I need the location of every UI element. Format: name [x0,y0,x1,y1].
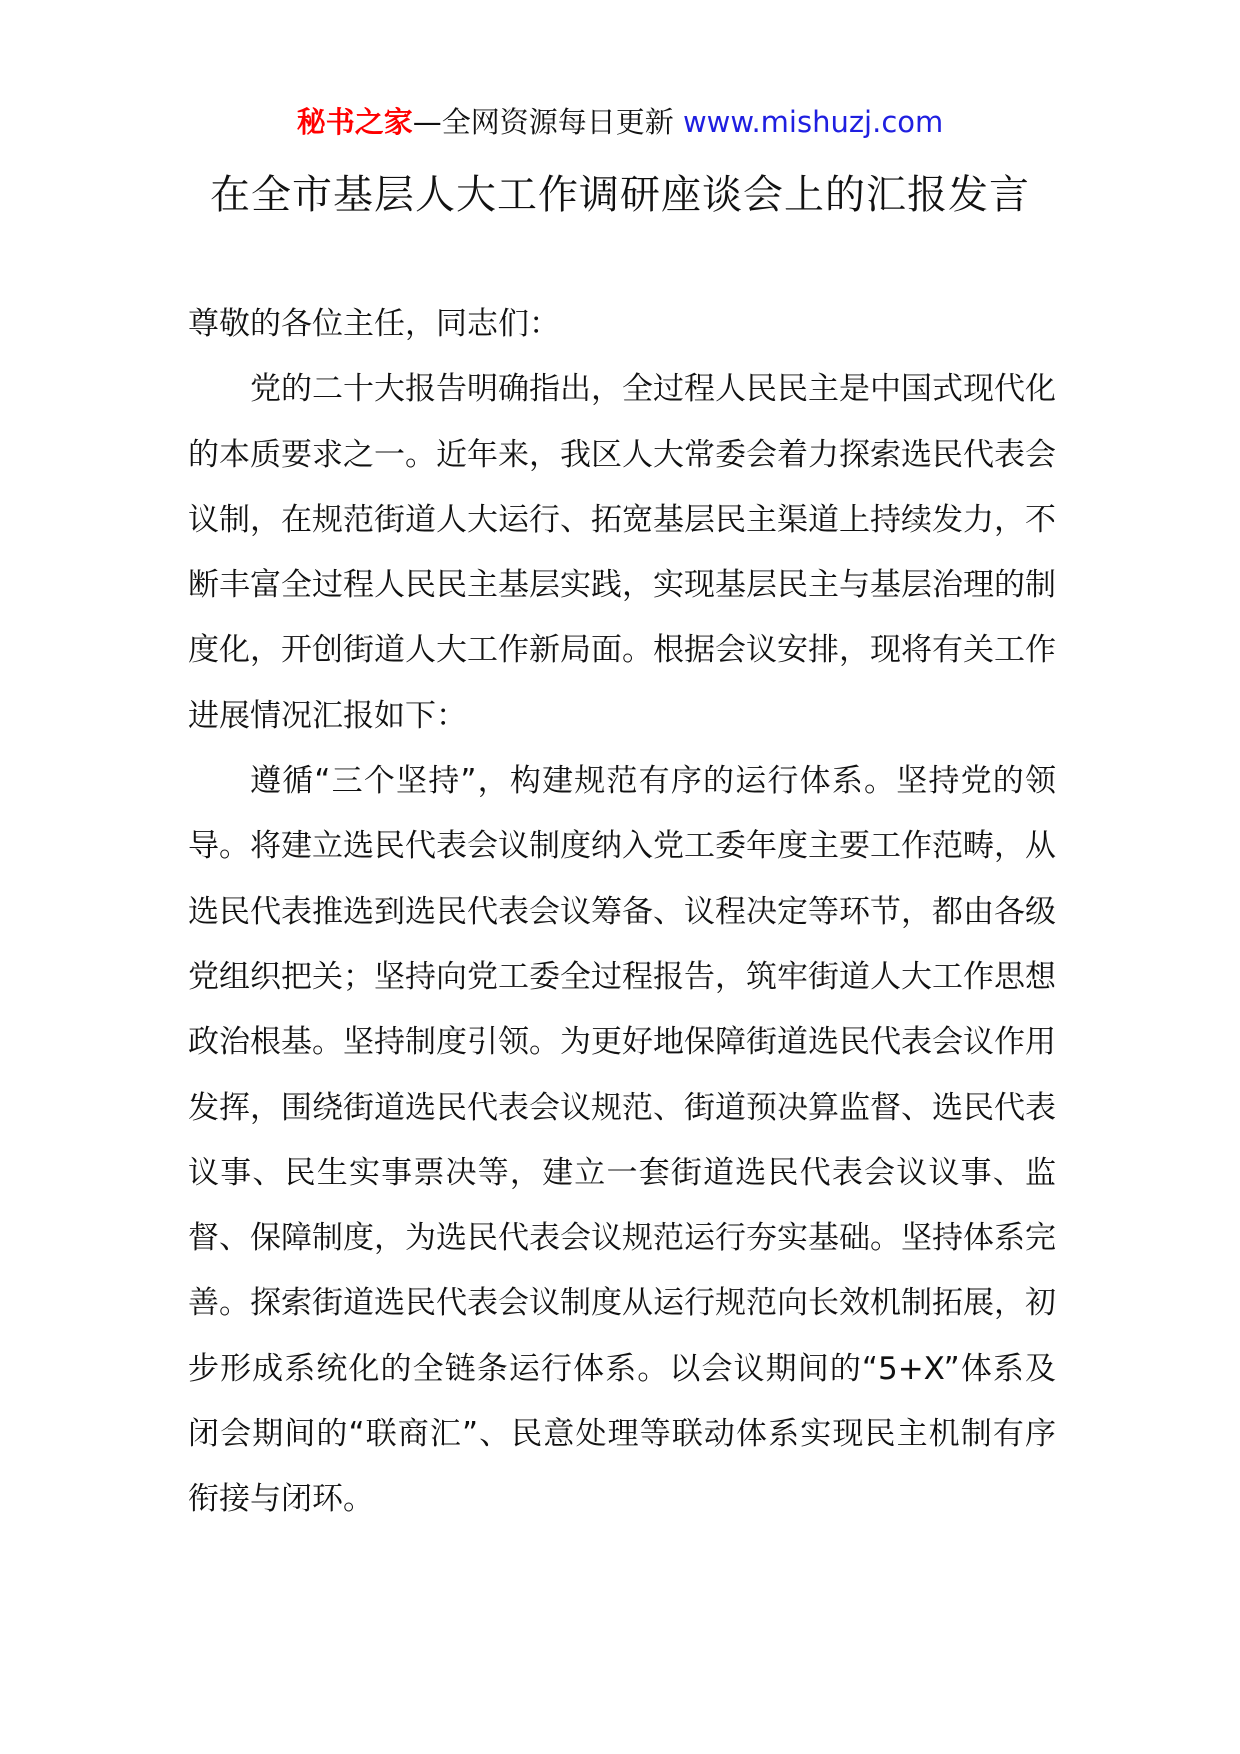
document-title: 在全市基层人大工作调研座谈会上的汇报发言 [210,172,1030,218]
body-paragraph-intro: 党的二十大报告明确指出，全过程人民民主是中国式现代化的本质要求之一。近年来，我区人大常委会着力探索选民代表会议制，在规范街道人大运行、拓宽基层民主渠道上持续发力，不断丰富全过程人民民主基层实践，实现基层民主与基层治理的制度化，开创街道人大工作新局面。根据会议安排，现将有关工作进展情况汇报如下： [188,371,1056,734]
site-url-link[interactable]: www.mishuzj.com [682,105,944,139]
document-body [188,292,1056,1533]
salutation: 尊敬的各位主任，同志们： [188,306,560,342]
body-paragraph-section-1: 遵循“三个坚持”，构建规范有序的运行体系。坚持党的领导。将建立选民代表会议制度纳入党工委年度主要工作范畴，从选民代表推选到选民代表会议筹备、议程决定等环节，都由各级党组织把关；坚持向党工委全过程报告，筑牢街道人大工作思想政治根基。坚持制度引领。为更好地保障街道选民代表会议作用发挥，围绕街道选民代表会议规范、街道预决算监督、选民代表议事、民生实事票决等，建立一套街道选民代表会议议事、监督、保障制度，为选民代表会议规范运行夯实基础。坚持体系完善。探索街道选民代表会议制度从运行规范向长效机制拓展，初步形成系统化的全链条运行体系。以会议期间的“5+X”体系及闭会期间的“联商汇”、民意处理等联动体系实现民主机制有序衔接与闭环。 [188,763,1056,1518]
brand-name: 秘书之家 [296,105,413,139]
header-banner [0,100,1240,144]
header-slogan: —全网资源每日更新 [412,105,674,139]
